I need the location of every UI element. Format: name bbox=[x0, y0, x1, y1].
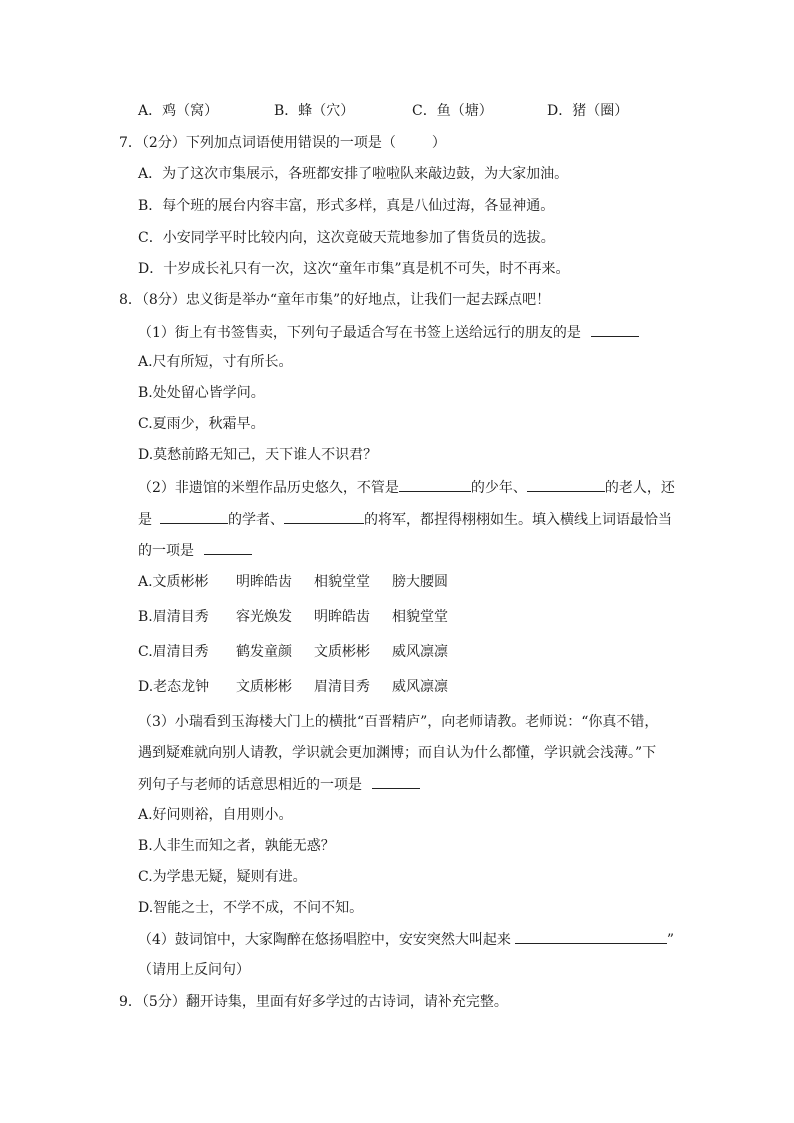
q8-part3-line2: 遇到疑难就向别人请教，学识就会更加渊博；而自认为什么都懂，学识就会浅薄。”下 bbox=[138, 745, 657, 761]
idiom: 膀大腰圆 bbox=[392, 574, 448, 590]
q8-part3-option-b: B.人非生而知之者，孰能无惑？ bbox=[138, 838, 335, 854]
q7-option-d: D．十岁成长礼只有一次，这次“童年市集”真是机不可失，时不再来。 bbox=[138, 261, 570, 277]
idiom: 文质彬彬 bbox=[236, 679, 292, 695]
q8-part2-text: 的老人，还 bbox=[604, 480, 675, 496]
q6-options-row bbox=[138, 101, 628, 121]
q8-part3-text: 列句子与老师的话意思相近的一项是 bbox=[138, 777, 362, 793]
answer-blank bbox=[284, 509, 364, 524]
idiom: 眉清目秀 bbox=[314, 679, 370, 695]
q8-part2-text: 的少年、 bbox=[470, 480, 527, 496]
q8-part2-text: （2）非遗馆的米塑作品历史悠久，不管是 bbox=[138, 480, 399, 496]
answer-blank bbox=[515, 929, 667, 944]
q8-part2-text: 是 bbox=[138, 512, 152, 528]
q7-stem bbox=[119, 133, 446, 153]
q7-stem-close: ） bbox=[431, 135, 446, 151]
q6-option-c: C．鱼（塘） bbox=[412, 103, 493, 119]
answer-blank bbox=[372, 774, 420, 789]
q7-option-a: A．为了这次市集展示，各班都安排了啦啦队来敲边鼓，为大家加油。 bbox=[138, 166, 569, 182]
q8-stem: 8．（8分）忠义街是举办“童年市集”的好地点，让我们一起去踩点吧！ bbox=[119, 292, 551, 308]
q8-part4-text: （4）鼓词馆中，大家陶醉在悠扬唱腔中，安安突然大叫起来 bbox=[138, 932, 511, 948]
q8-part2-text: 的将军，都捏得栩栩如生。填入横线上词语最恰当 bbox=[364, 512, 672, 528]
idiom: 威风凛凛 bbox=[392, 644, 448, 660]
idiom: A.文质彬彬 bbox=[138, 574, 209, 590]
idiom: C.眉清目秀 bbox=[138, 644, 209, 660]
q8-part2-line1 bbox=[138, 477, 675, 498]
idiom: 明眸皓齿 bbox=[236, 574, 292, 590]
q8-part1-text: （1）街上有书签售卖，下列句子最适合写在书签上送给远行的朋友的是 bbox=[138, 325, 581, 341]
q7-option-c: C．小安同学平时比较内向，这次竟破天荒地参加了售货员的选拔。 bbox=[138, 230, 555, 246]
idiom: 威风凛凛 bbox=[392, 679, 448, 695]
q8-part2-option-d bbox=[138, 677, 448, 697]
q8-part2-option-b bbox=[138, 607, 448, 627]
q8-part1-option-a: A.尺有所短，寸有所长。 bbox=[138, 354, 293, 370]
idiom: 相貌堂堂 bbox=[314, 574, 370, 590]
q8-part2-line3 bbox=[138, 540, 252, 561]
q6-option-b: B．蜂（穴） bbox=[274, 103, 355, 119]
idiom: 容光焕发 bbox=[236, 609, 292, 625]
q8-part3-option-c: C.为学患无疑，疑则有进。 bbox=[138, 869, 307, 885]
q8-part2-text: 的学者、 bbox=[228, 512, 284, 528]
answer-blank bbox=[591, 322, 639, 337]
idiom: 鹤发童颜 bbox=[236, 644, 292, 660]
q8-part1-stem bbox=[138, 322, 639, 343]
q6-option-d: D．猪（圈） bbox=[547, 103, 629, 119]
q7-stem-text: 7．（2分）下列加点词语使用错误的一项是（ bbox=[119, 135, 396, 151]
q8-part3-option-a: A.好问则裕，自用则小。 bbox=[138, 807, 293, 823]
answer-blank bbox=[160, 509, 228, 524]
idiom: 文质彬彬 bbox=[314, 644, 370, 660]
q8-part3-line3 bbox=[138, 774, 420, 795]
answer-blank bbox=[527, 477, 605, 492]
q7-option-b: B．每个班的展台内容丰富，形式多样，真是八仙过海，各显神通。 bbox=[138, 198, 555, 214]
q8-part1-option-b: B.处处留心皆学问。 bbox=[138, 385, 265, 401]
q8-part4-line2: （请用上反问句） bbox=[138, 962, 250, 978]
idiom: B.眉清目秀 bbox=[138, 609, 209, 625]
q8-part1-option-c: C.夏雨少，秋霜早。 bbox=[138, 416, 265, 432]
q9-stem: 9．（5分）翻开诗集，里面有好多学过的古诗词，请补充完整。 bbox=[119, 994, 508, 1010]
idiom: 相貌堂堂 bbox=[392, 609, 448, 625]
q8-part2-option-a bbox=[138, 572, 448, 592]
q8-part2-option-c bbox=[138, 642, 448, 662]
q8-part3-option-d: D.智能之士，不学不成，不问不知。 bbox=[138, 900, 364, 916]
q8-part3-line1: （3）小瑞看到玉海楼大门上的横批“百晋精庐”，向老师请教。老师说：“你真不错， bbox=[138, 714, 659, 730]
answer-blank bbox=[204, 540, 252, 555]
q8-part1-option-d: D.莫愁前路无知己，天下谁人不识君？ bbox=[138, 447, 378, 463]
idiom: 明眸皓齿 bbox=[314, 609, 370, 625]
q8-part4-line1 bbox=[138, 929, 674, 950]
q8-part2-text: 的一项是 bbox=[138, 543, 194, 559]
q6-option-a: A．鸡（窝） bbox=[138, 103, 219, 119]
q8-part4-quote: ” bbox=[666, 932, 675, 948]
idiom: D.老态龙钟 bbox=[138, 679, 210, 695]
answer-blank bbox=[399, 477, 471, 492]
q8-part2-line2 bbox=[138, 509, 672, 530]
